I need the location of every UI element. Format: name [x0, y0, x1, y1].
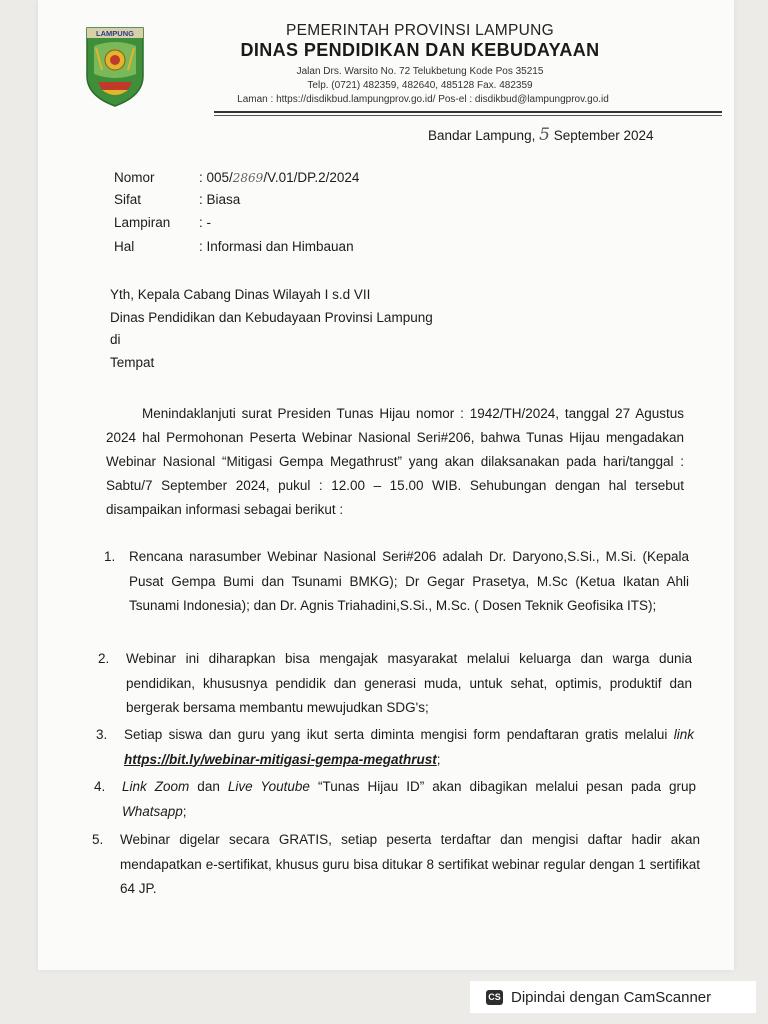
list-item-text-before: Setiap siswa dan guru yang ikut serta diminta mengisi form pendaftaran gratis melalui — [124, 727, 674, 742]
list-item-number: 3. — [96, 727, 108, 742]
list-item-number: 2. — [98, 651, 110, 666]
camscanner-watermark — [470, 981, 756, 1013]
list-item-link-word: link — [673, 727, 694, 742]
meta-lampiran-value: : - — [199, 215, 211, 230]
list-item-text-middle: “Tunas Hijau ID” akan dibagikan melalui pesan pada grup — [309, 779, 697, 794]
meta-nomor — [114, 170, 359, 185]
list-item-text-after: ; — [436, 751, 441, 767]
list-item-text-end: ; — [182, 803, 187, 819]
meta-nomor-prefix: : 005/ — [199, 170, 233, 185]
list-item-whatsapp: Whatsapp — [122, 803, 183, 819]
list-item-text — [124, 723, 694, 772]
intro-paragraph — [106, 402, 684, 522]
camscanner-text: Dipindai dengan CamScanner — [511, 988, 712, 1006]
meta-sifat-label: Sifat — [114, 192, 142, 207]
letter-date — [428, 125, 654, 145]
addressee-line-4: Tempat — [110, 355, 155, 370]
date-day-handwritten: 5 — [539, 125, 550, 145]
meta-hal-label: Hal — [114, 239, 135, 254]
letterhead-agency: DINAS PENDIDIKAN DAN KEBUDAYAAN — [240, 40, 600, 60]
meta-lampiran-label: Lampiran — [114, 215, 171, 230]
letterhead-web: Laman : https://disdikbud.lampungprov.go.id/ Pos-el : disdikbud@lampungprov.go.id — [237, 94, 609, 105]
list-item-text: Webinar ini diharapkan bisa mengajak masyarakat melalui keluarga dan warga dunia pendidikan, khususnya pendidik dan generasi muda, untuk sehat, optimis, produktif dan bergerak bersama membantu mewujudkan SDG's; — [126, 651, 692, 715]
list-item-text: Webinar digelar secara GRATIS, setiap peserta terdaftar dan mengisi daftar hadir akan mendapatkan e-sertifikat, khusus guru bisa ditukar 8 sertifikat webinar regular dengan 1 sertifikat 64 JP. — [120, 832, 700, 896]
letterhead-address: Jalan Drs. Warsito No. 72 Telukbetung Kode Pos 35215 — [296, 66, 544, 77]
lampung-coat-of-arms-icon — [84, 24, 146, 108]
intro-text: Menindaklanjuti surat Presiden Tunas Hijau nomor : 1942/TH/2024, tanggal 27 Agustus 2024 hal Permohonan Peserta Webinar Nasional Seri#206, bahwa Tunas Hijau mengadakan Webinar Nasional “Mitigasi Gempa Megathrust” yang akan dilaksanakan pada hari/tanggal : Sabtu/7 September 2024, pukul : 12.00 – 15.00 WIB. Sehubungan dengan hal tersebut disampaikan informasi sebagai berikut : — [106, 406, 684, 517]
addressee-line-1: Yth, Kepala Cabang Dinas Wilayah I s.d VII — [110, 287, 371, 302]
list-item-live-youtube: Live Youtube — [227, 779, 310, 794]
meta-nomor-label: Nomor — [114, 170, 155, 185]
logo-text: LAMPUNG — [96, 29, 134, 38]
meta-hal-value: : Informasi dan Himbauan — [199, 239, 354, 254]
letterhead-phone: Telp. (0721) 482359, 482640, 485128 Fax. 482359 — [307, 80, 533, 91]
list-item-text-dan: dan — [189, 779, 228, 794]
meta-sifat — [114, 192, 240, 207]
camscanner-icon: CS — [486, 990, 503, 1005]
list-item-link-zoom: Link Zoom — [122, 779, 190, 794]
letterhead-rule-thin — [214, 115, 722, 116]
list-item-number: 1. — [104, 549, 116, 564]
meta-nomor-suffix: /V.01/DP.2/2024 — [263, 170, 360, 185]
meta-hal — [114, 239, 354, 254]
meta-nomor-handwritten: 2869 — [232, 171, 264, 185]
addressee-line-2: Dinas Pendidikan dan Kebudayaan Provinsi Lampung — [110, 310, 433, 325]
date-place: Bandar Lampung, — [428, 128, 536, 143]
registration-link[interactable]: https://bit.ly/webinar-mitigasi-gempa-megathrust — [124, 751, 437, 767]
letterhead-rule — [214, 111, 722, 113]
list-item-number: 4. — [94, 779, 106, 794]
meta-sifat-value: : Biasa — [199, 192, 241, 207]
list-item-text: Rencana narasumber Webinar Nasional Seri#206 adalah Dr. Daryono,S.Si., M.Si. (Kepala Pusat Gempa Bumi dan Tsunami BMKG); Dr Gegar Prasetya, M.Sc (Ketua Ikatan Ahli Tsunami Indonesia); dan Dr. Agnis Triahadini,S.Si., M.Sc. ( Dosen Teknik Geofisika ITS); — [129, 549, 689, 613]
meta-lampiran — [114, 215, 211, 230]
list-item-number: 5. — [92, 832, 104, 847]
addressee-line-3: di — [110, 332, 121, 347]
list-item-text — [122, 775, 696, 824]
letterhead-government: PEMERINTAH PROVINSI LAMPUNG — [286, 22, 554, 39]
date-month-year: September 2024 — [553, 128, 654, 143]
